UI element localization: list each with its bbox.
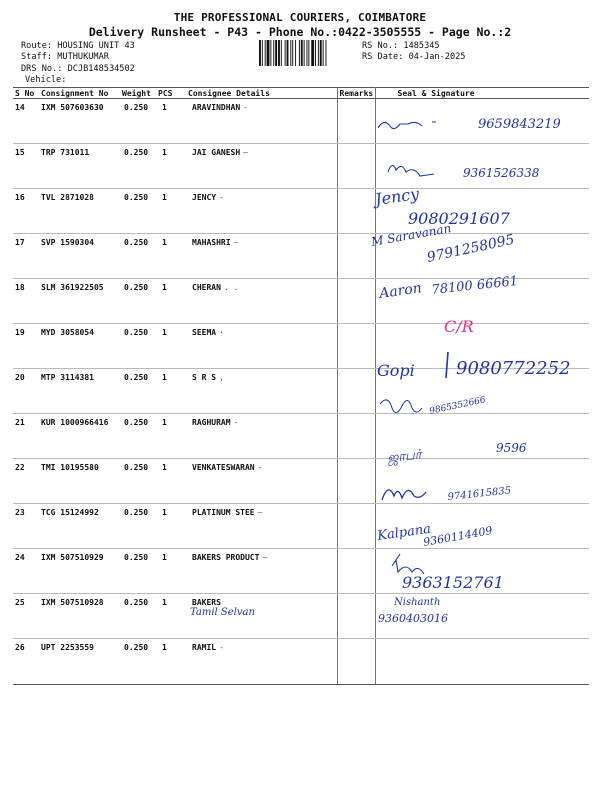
cell-consignment-text: SVP 1590304 [41, 238, 94, 247]
cell-pcs [156, 459, 186, 504]
cell-consignment-text: TCG 15124992 [41, 508, 99, 517]
tick-mark: · [219, 328, 224, 337]
cell-consignee-text: BAKERS [192, 598, 221, 607]
cell-weight [120, 369, 156, 414]
cell-consignee [186, 639, 337, 685]
cell-signature [375, 594, 589, 639]
cell-signature [375, 189, 589, 234]
cell-sno [13, 549, 39, 594]
barcode-bar [304, 40, 305, 66]
cell-weight-text: 0.250 [124, 508, 149, 517]
cell-consignment-text: KUR 1000966416 [41, 418, 109, 427]
cell-consignee [186, 594, 337, 639]
cell-sno-text: 24 [15, 553, 25, 562]
cell-pcs [156, 324, 186, 369]
cell-weight-text: 0.250 [124, 328, 149, 337]
cell-signature [375, 414, 589, 459]
cell-signature [375, 549, 589, 594]
barcode-bar [287, 40, 289, 66]
table-row [13, 594, 589, 639]
hw-r24-name: Kalpana [376, 521, 432, 544]
cell-signature [375, 231, 589, 279]
cell-pcs-text: 1 [162, 418, 167, 427]
tick-mark: - [233, 418, 239, 427]
cell-pcs [156, 504, 186, 549]
barcode-bar [307, 40, 308, 66]
cell-weight-text: 0.250 [124, 553, 149, 562]
cell-sno-text: 14 [15, 103, 25, 112]
cell-pcs [156, 234, 186, 279]
barcode-bar [299, 40, 300, 66]
table-row [13, 144, 589, 189]
cell-consignee [186, 504, 337, 549]
table-row [13, 234, 589, 279]
cell-weight-text: 0.250 [124, 193, 149, 202]
cell-consignment-text: IXM 507510928 [41, 598, 104, 607]
hw-r19-note: C/R [444, 317, 474, 336]
cell-consignee [186, 234, 337, 279]
cell-pcs [156, 639, 186, 685]
barcode-bar [292, 40, 293, 66]
table-row [13, 324, 589, 369]
cell-remarks [337, 549, 375, 594]
cell-signature [375, 279, 589, 324]
cell-pcs-text: 1 [162, 598, 167, 607]
hw-r26-phone: 9360403016 [378, 612, 448, 625]
barcode-bar [308, 40, 309, 66]
cell-weight-text: 0.250 [124, 598, 149, 607]
table-row [13, 504, 589, 549]
cell-weight [120, 99, 156, 144]
barcode-bar [318, 40, 319, 66]
barcode-bar [311, 40, 314, 66]
cell-consignment [39, 234, 120, 279]
cell-sno [13, 99, 39, 144]
barcode-bar [262, 40, 263, 66]
barcode-bar [275, 40, 277, 66]
cell-sno-text: 23 [15, 508, 25, 517]
table-row [13, 549, 589, 594]
staff-info: Staff: MUTHUKUMAR [21, 52, 109, 62]
cell-consignee-text: RAGHURAM [192, 418, 231, 427]
hw-r25-phone: 9363152761 [402, 573, 504, 592]
cell-consignee [186, 549, 337, 594]
barcode-bar [285, 40, 286, 66]
cell-weight-text: 0.250 [124, 103, 149, 112]
cell-consignment [39, 549, 120, 594]
cell-consignee-text: JAI GANESH [192, 148, 241, 157]
cell-consignment [39, 459, 120, 504]
cell-pcs-text: 1 [162, 463, 167, 472]
cell-sno [13, 369, 39, 414]
cell-remarks [337, 234, 375, 279]
cell-pcs [156, 369, 186, 414]
runsheet-subtitle: Delivery Runsheet - P43 - Phone No.:0422-3505555 - Page No.:2 [88, 25, 512, 39]
cell-weight-text: 0.250 [124, 238, 149, 247]
route-info: Route: HOUSING UNIT 43 [21, 41, 135, 51]
cell-pcs [156, 414, 186, 459]
cell-consignee [186, 459, 337, 504]
barcode-bar [267, 40, 270, 66]
barcode [259, 40, 355, 66]
cell-consignment-text: TRP 731011 [41, 148, 90, 157]
cell-weight [120, 144, 156, 189]
table-row [13, 99, 589, 144]
barcode-bar [301, 40, 303, 66]
cell-weight [120, 594, 156, 639]
hw-r17-name: M Saravanan [370, 221, 453, 249]
cell-pcs [156, 144, 186, 189]
cell-pcs-text: 1 [162, 508, 167, 517]
cell-remarks [337, 639, 375, 685]
cell-remarks [337, 504, 375, 549]
barcode-bar [290, 40, 291, 66]
rs-date: RS Date: 04-Jan-2025 [362, 52, 466, 62]
cell-sno-text: 16 [15, 193, 25, 202]
cell-sno-text: 17 [15, 238, 25, 247]
tick-mark: , [219, 373, 224, 382]
cell-weight [120, 639, 156, 685]
cell-pcs-text: 1 [162, 238, 167, 247]
cell-weight-text: 0.250 [124, 463, 149, 472]
hw-r22-phone: 9596 [496, 441, 527, 455]
barcode-bar [270, 40, 271, 66]
tick-mark: – [233, 238, 239, 247]
cell-consignee-text: MAHASHRI [192, 238, 231, 247]
cell-consignee [186, 279, 337, 324]
cell-weight [120, 189, 156, 234]
cell-consignee [186, 324, 337, 369]
cell-sno [13, 459, 39, 504]
cell-consignment [39, 144, 120, 189]
cell-consignment [39, 504, 120, 549]
cell-consignee-text: CHERAN [192, 283, 221, 292]
cell-pcs [156, 594, 186, 639]
tick-mark: - [219, 643, 224, 652]
cell-weight-text: 0.250 [124, 373, 149, 382]
vehicle-info: Vehicle: [25, 75, 67, 85]
cell-remarks [337, 414, 375, 459]
runsheet-table [13, 87, 589, 685]
cell-consignee-text: JENCY [192, 193, 217, 202]
barcode-bar [326, 40, 327, 66]
cell-pcs-text: 1 [162, 553, 167, 562]
cell-sno [13, 189, 39, 234]
cell-consignee-text: ARAVINDHAN [192, 103, 241, 112]
hw-r18-phone: 78100 66661 [430, 273, 519, 298]
col-header-consignee: Consignee Details [186, 88, 337, 99]
cell-remarks [337, 459, 375, 504]
cell-consignment-text: SLM 361922505 [41, 283, 104, 292]
cell-consignee-text: VENKATESWARAN [192, 463, 255, 472]
cell-consignee [186, 99, 337, 144]
cell-sno [13, 279, 39, 324]
cell-consignment-text: MTP 3114381 [41, 373, 94, 382]
cell-sno-text: 15 [15, 148, 25, 157]
hw-r26-name: Nishanth [394, 597, 441, 608]
cell-consignment-text: MYD 3058054 [41, 328, 94, 337]
tick-mark: - [219, 193, 224, 202]
cell-consignment [39, 189, 120, 234]
cell-sno-text: 20 [15, 373, 25, 382]
cell-pcs [156, 549, 186, 594]
hw-r24-phone: 9360114409 [422, 523, 494, 549]
cell-sno [13, 504, 39, 549]
cell-weight-text: 0.250 [124, 283, 149, 292]
table-row [13, 369, 589, 414]
cell-pcs-text: 1 [162, 148, 167, 157]
table-row [13, 279, 589, 324]
cell-weight [120, 234, 156, 279]
col-header-weight: Weight [120, 88, 156, 99]
hw-r14-phone: 9659843219 [478, 117, 561, 132]
hw-r22-sign: ஜாபர் [386, 447, 423, 466]
cell-weight [120, 549, 156, 594]
cell-sno [13, 594, 39, 639]
tick-mark: – [262, 553, 268, 562]
cell-signature [375, 324, 589, 369]
cell-sno-text: 18 [15, 283, 25, 292]
barcode-bar [259, 40, 261, 66]
tick-mark: - [243, 103, 248, 112]
cell-weight [120, 324, 156, 369]
cell-sno [13, 639, 39, 685]
cell-signature [375, 144, 589, 189]
cell-consignee [186, 369, 337, 414]
table-header-row [13, 88, 589, 99]
cell-weight [120, 504, 156, 549]
col-header-consignment: Consignment No [39, 88, 120, 99]
cell-consignment [39, 414, 120, 459]
cell-sno [13, 144, 39, 189]
drs-number: DRS No.: DCJB148534502 [21, 64, 135, 74]
cell-consignee [186, 414, 337, 459]
cell-weight-text: 0.250 [124, 418, 149, 427]
cell-consignment [39, 369, 120, 414]
cell-sno-text: 19 [15, 328, 25, 337]
cell-remarks [337, 99, 375, 144]
barcode-bar [273, 40, 274, 66]
hw-r16-name: Jency [373, 183, 421, 209]
cell-weight [120, 459, 156, 504]
cell-remarks [337, 189, 375, 234]
cell-pcs [156, 189, 186, 234]
cell-sno [13, 234, 39, 279]
cell-pcs-text: 1 [162, 103, 167, 112]
barcode-bar [278, 40, 280, 66]
company-title: THE PROFESSIONAL COURIERS, COIMBATORE [173, 11, 427, 24]
cell-consignee-text: SEEMA [192, 328, 217, 337]
barcode-bar [323, 40, 324, 66]
cell-remarks [337, 324, 375, 369]
hw-r18-sign: Aaron [378, 280, 423, 302]
tick-mark: - [257, 463, 263, 472]
cell-consignment [39, 639, 120, 685]
rs-number: RS No.: 1485345 [362, 41, 440, 51]
cell-pcs-text: 1 [162, 193, 167, 202]
hw-r20-phone: 9080772252 [456, 358, 571, 379]
barcode-bar [281, 40, 282, 66]
barcode-bar [295, 40, 296, 66]
barcode-bar [315, 40, 316, 66]
table-row [13, 189, 589, 234]
cell-consignee-text: S R S [192, 373, 217, 382]
cell-sno [13, 324, 39, 369]
table-row [13, 459, 589, 504]
hw-r26-consignee-note: Tamil Selvan [190, 607, 255, 618]
cell-remarks [337, 279, 375, 324]
cell-signature [375, 459, 589, 504]
cell-remarks [337, 144, 375, 189]
cell-consignment-text: UPT 2253559 [41, 643, 94, 652]
cell-weight-text: 0.250 [124, 643, 149, 652]
tick-mark: . . [223, 283, 239, 292]
cell-consignment [39, 279, 120, 324]
tick-mark: – [243, 148, 248, 157]
hw-r23-phone: 9741615835 [447, 485, 512, 503]
cell-consignee-text: RAMIL [192, 643, 217, 652]
cell-consignee [186, 189, 337, 234]
cell-sno [13, 414, 39, 459]
cell-remarks [337, 369, 375, 414]
col-header-signature: Seal & Signature [375, 88, 589, 99]
hw-r20-sign: Gopi [377, 361, 415, 380]
cell-remarks [337, 594, 375, 639]
barcode-bar [320, 40, 322, 66]
hw-r21-phone: 9865352666 [428, 395, 487, 417]
cell-consignee [186, 144, 337, 189]
cell-pcs-text: 1 [162, 283, 167, 292]
hw-r15-phone: 9361526338 [463, 166, 540, 180]
cell-consignment-text: TVL 2871028 [41, 193, 94, 202]
cell-consignment-text: IXM 507603630 [41, 103, 104, 112]
cell-pcs [156, 279, 186, 324]
cell-pcs [156, 99, 186, 144]
barcode-bar [265, 40, 266, 66]
col-header-sno: S No [13, 88, 39, 99]
table-row [13, 414, 589, 459]
cell-consignee-text: BAKERS PRODUCT [192, 553, 260, 562]
cell-consignment-text: TMI 10195580 [41, 463, 99, 472]
cell-signature [375, 504, 589, 549]
cell-weight [120, 279, 156, 324]
cell-signature [375, 99, 589, 144]
cell-consignment-text: IXM 507510929 [41, 553, 104, 562]
cell-consignment [39, 594, 120, 639]
table-row [13, 639, 589, 685]
tick-mark: – [257, 508, 263, 517]
cell-sno-text: 22 [15, 463, 25, 472]
cell-consignee-text: PLATINUM STEE [192, 508, 255, 517]
cell-pcs-text: 1 [162, 373, 167, 382]
cell-sno-text: 26 [15, 643, 25, 652]
col-header-pcs: PCS [156, 88, 186, 99]
cell-weight [120, 414, 156, 459]
cell-pcs-text: 1 [162, 643, 167, 652]
cell-sno-text: 21 [15, 418, 25, 427]
cell-signature [375, 369, 589, 414]
hw-r16-phone: 9080291607 [408, 209, 510, 228]
cell-sno-text: 25 [15, 598, 25, 607]
cell-pcs-text: 1 [162, 328, 167, 337]
cell-consignment [39, 324, 120, 369]
hw-r17-phone: 9791258095 [425, 231, 516, 266]
cell-consignment [39, 99, 120, 144]
cell-weight-text: 0.250 [124, 148, 149, 157]
col-header-remarks: Remarks [337, 88, 375, 99]
cell-signature [375, 639, 589, 685]
